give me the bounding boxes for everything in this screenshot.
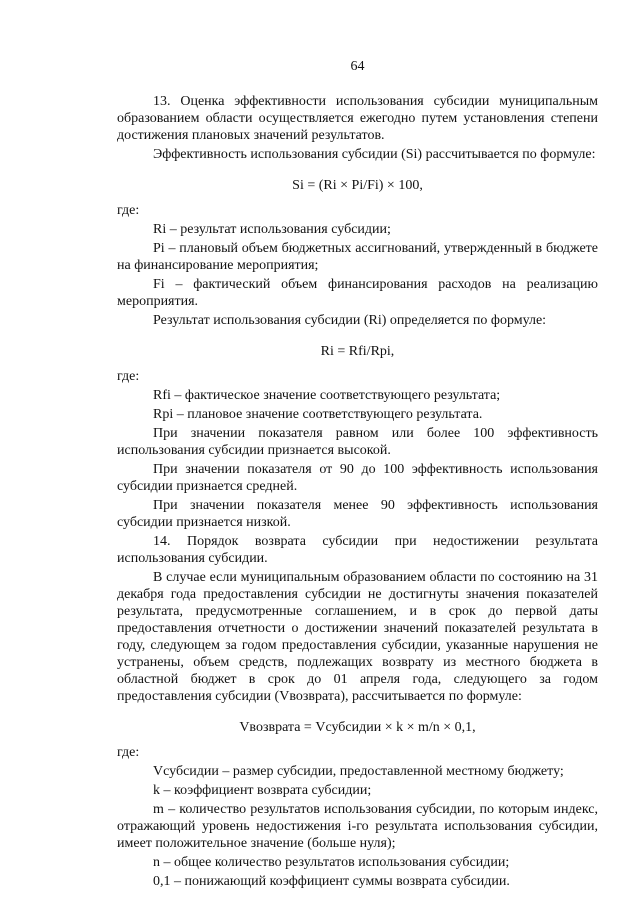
refund-paragraph: В случае если муниципальным образованием области по состоянию на 31 декабря года предоставления субсидии не достигнуты значения показателей результата, предусмотренные соглашением, и в срок до первой даты предоставления отчетности о достижении значений показателей результата в году, следующем за годом предоставления субсидии, указанные нарушения не устранены, объем средств, подлежащих возврату из местного бюджета в областной бюджет в срок до 01 апреля года, следующего за годом предоставления субсидии (Vвозврата), рассчитывается по формуле: [117,570,598,704]
where-label-2: где: [117,369,140,384]
definition-coef: 0,1 – понижающий коэффициент суммы возврата субсидии. [153,874,510,889]
efficiency-intro: Эффективность использования субсидии (Si) рассчитывается по формуле: [153,147,596,162]
definition-fi: Fi – фактический объем финансирования расходов на реализацию мероприятия. [117,277,598,309]
efficiency-high: При значении показателя равном или более 100 эффективность использования субсидии признается высокой. [117,426,598,458]
definition-vsub: Vсубсидии – размер субсидии, предоставленной местному бюджету; [153,764,564,779]
result-intro: Результат использования субсидии (Ri) определяется по формуле: [153,313,547,328]
definition-pi: Pi – плановый объем бюджетных ассигнований, утвержденный в бюджете на финансирование мероприятия; [117,241,598,273]
formula-si: Si = (Ri × Pi/Fi) × 100, [292,178,423,193]
page-number: 64 [350,59,365,74]
definition-rpi: Rpi – плановое значение соответствующего результата. [153,407,483,422]
where-label-1: где: [117,203,140,218]
definition-rfi: Rfi – фактическое значение соответствующего результата; [153,388,501,403]
efficiency-medium: При значении показателя от 90 до 100 эффективность использования субсидии признается средней. [117,462,598,494]
document-page [117,58,598,892]
where-label-3: где: [117,745,140,760]
efficiency-low: При значении показателя менее 90 эффективность использования субсидии признается низкой. [117,498,598,530]
paragraph-13: 13. Оценка эффективности использования субсидии муниципальным образованием области осуществляется ежегодно путем установления степени достижения плановых значений результатов. [117,94,598,143]
definition-n: n – общее количество результатов использования субсидии; [153,855,510,870]
definition-ri: Ri – результат использования субсидии; [153,222,391,237]
formula-ri: Ri = Rfi/Rpi, [320,344,395,359]
formula-refund: Vвозврата = Vсубсидии × k × m/n × 0,1, [239,720,476,735]
definition-m: m – количество результатов использования субсидии, по которым индекс, отражающий уровень недостижения i-го результата использования субсидии, имеет положительное значение (больше нуля); [117,802,598,851]
paragraph-14: 14. Порядок возврата субсидии при недостижении результата использования субсидии. [117,534,598,566]
definition-k: k – коэффициент возврата субсидии; [153,783,372,798]
